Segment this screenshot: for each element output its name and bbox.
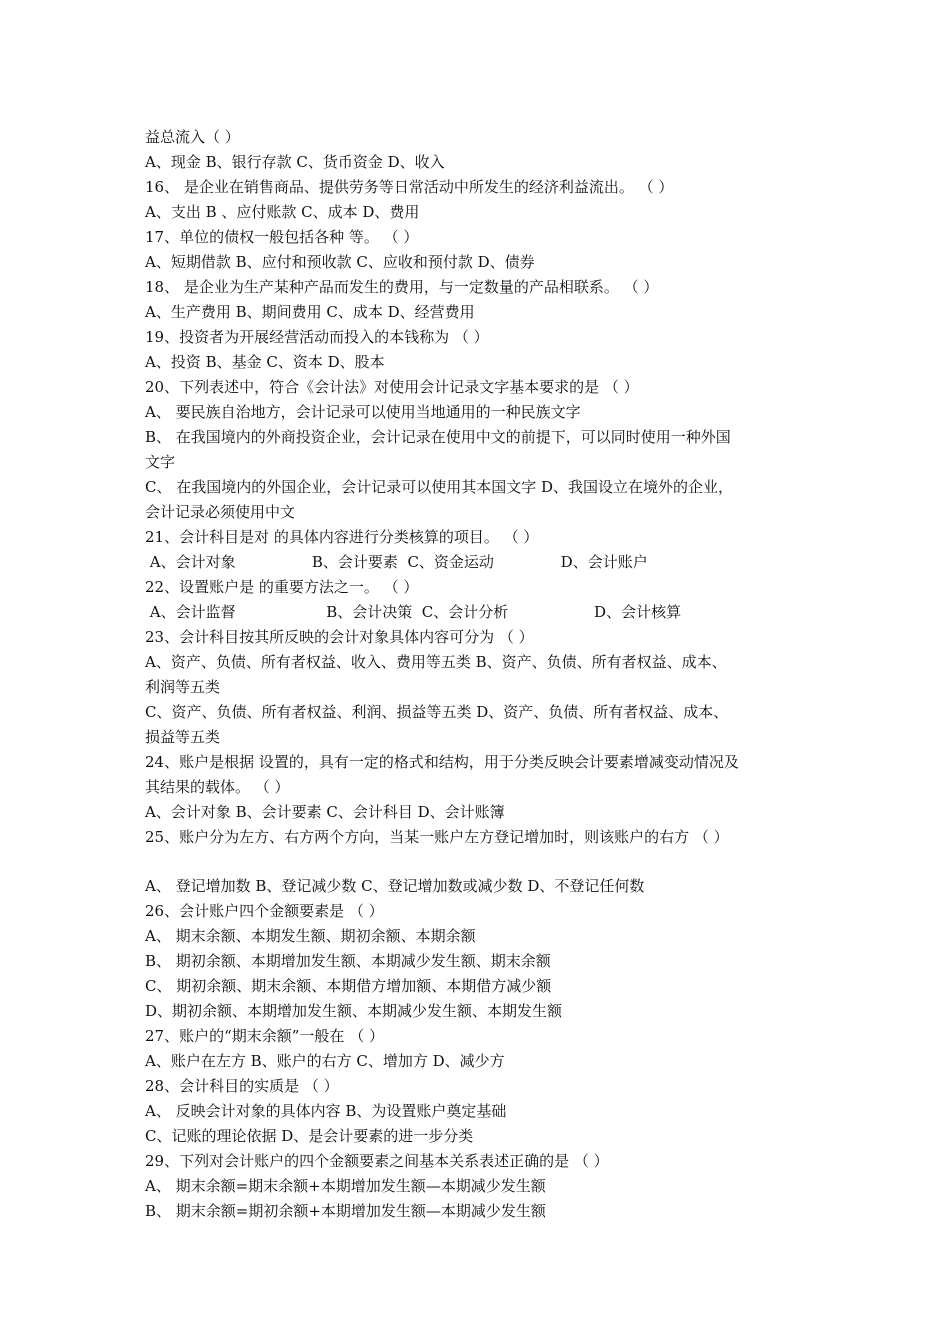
text-line: 19、投资者为开展经营活动而投入的本钱称为 （ ） [145,328,489,346]
text-line: 22、设置账户是 的重要方法之一。 （ ） [145,578,419,596]
text-line: A、会计对象 B、会计要素 C、资金运动 D、会计账户 [145,553,648,571]
text-line: B、 在我国境内的外商投资企业，会计记录在使用中文的前提下，可以同时使用一种外国 [145,428,731,446]
text-line: A、支出 B 、应付账款 C、成本 D、费用 [145,203,420,221]
text-line: 25、账户分为左方、右方两个方向，当某一账户左方登记增加时，则该账户的右方 （ ） [145,828,729,846]
text-line: A、 反映会计对象的具体内容 B、为设置账户奠定基础 [145,1102,507,1120]
text-line: 18、 是企业为生产某种产品而发生的费用，与一定数量的产品相联系。 （ ） [145,278,659,296]
text-line: 损益等五类 [145,728,221,746]
text-line: B、 期初余额、本期增加发生额、本期减少发生额、期末余额 [145,952,551,970]
text-line: 24、账户是根据 设置的，具有一定的格式和结构，用于分类反映会计要素增减变动情况及 [145,753,739,771]
text-line: A、 期末余额、本期发生额、期初余额、本期余额 [145,927,476,945]
text-line: 21、会计科目是对 的具体内容进行分类核算的项目。 （ ） [145,528,539,546]
text-line: C、 期初余额、期末余额、本期借方增加额、本期借方减少额 [145,977,552,995]
text-line: 16、 是企业在销售商品、提供劳务等日常活动中所发生的经济利益流出。 （ ） [145,178,674,196]
text-line: 27、账户的“期末余额”一般在 （ ） [145,1027,384,1045]
text-line: A、投资 B、基金 C、资本 D、股本 [145,353,385,371]
text-line: 益总流入（ ） [145,128,240,146]
text-line: A、账户在左方 B、账户的右方 C、增加方 D、减少方 [145,1052,505,1070]
text-line: A、 期末余额=期末余额+本期增加发生额—本期减少发生额 [145,1177,546,1195]
text-line: A、会计监督 B、会计决策 C、会计分析 D、会计核算 [145,603,682,621]
text-line: 17、单位的债权一般包括各种 等。 （ ） [145,228,419,246]
text-line: B、 期末余额=期初余额+本期增加发生额—本期减少发生额 [145,1202,546,1220]
text-line: 23、会计科目按其所反映的会计对象具体内容可分为 （ ） [145,628,534,646]
text-line: A、 登记增加数 B、登记减少数 C、登记增加数或减少数 D、不登记任何数 [145,877,645,895]
text-line: 其结果的载体。 （ ） [145,778,290,796]
text-line: 26、会计账户四个金额要素是 （ ） [145,902,384,920]
text-line: 利润等五类 [145,678,221,696]
text-line: C、资产、负债、所有者权益、利润、损益等五类 D、资产、负债、所有者权益、成本、 [145,703,729,721]
text-line: C、记账的理论依据 D、是会计要素的进一步分类 [145,1127,474,1145]
blank-line [145,850,815,874]
text-line: A、资产、负债、所有者权益、收入、费用等五类 B、资产、负债、所有者权益、成本、 [145,653,727,671]
text-line: 文字 [145,453,176,471]
text-line: A、 要民族自治地方，会计记录可以使用当地通用的一种民族文字 [145,403,581,421]
text-line: 29、下列对会计账户的四个金额要素之间基本关系表述正确的是 （ ） [145,1152,609,1170]
text-line: A、生产费用 B、期间费用 C、成本 D、经营费用 [145,303,475,321]
text-line: A、现金 B、银行存款 C、货币资金 D、收入 [145,153,445,171]
text-line: C、 在我国境内的外国企业，会计记录可以使用其本国文字 D、我国设立在境外的企业， [145,478,734,496]
question-text-block [145,125,815,1224]
text-line: D、期初余额、本期增加发生额、本期减少发生额、本期发生额 [145,1002,563,1020]
text-line: 20、下列表述中，符合《会计法》对使用会计记录文字基本要求的是 （ ） [145,378,639,396]
text-line: A、短期借款 B、应付和预收款 C、应收和预付款 D、债券 [145,253,535,271]
text-line: 28、会计科目的实质是 （ ） [145,1077,339,1095]
text-line: A、会计对象 B、会计要素 C、会计科目 D、会计账簿 [145,803,505,821]
text-line: 会计记录必须使用中文 [145,503,296,521]
